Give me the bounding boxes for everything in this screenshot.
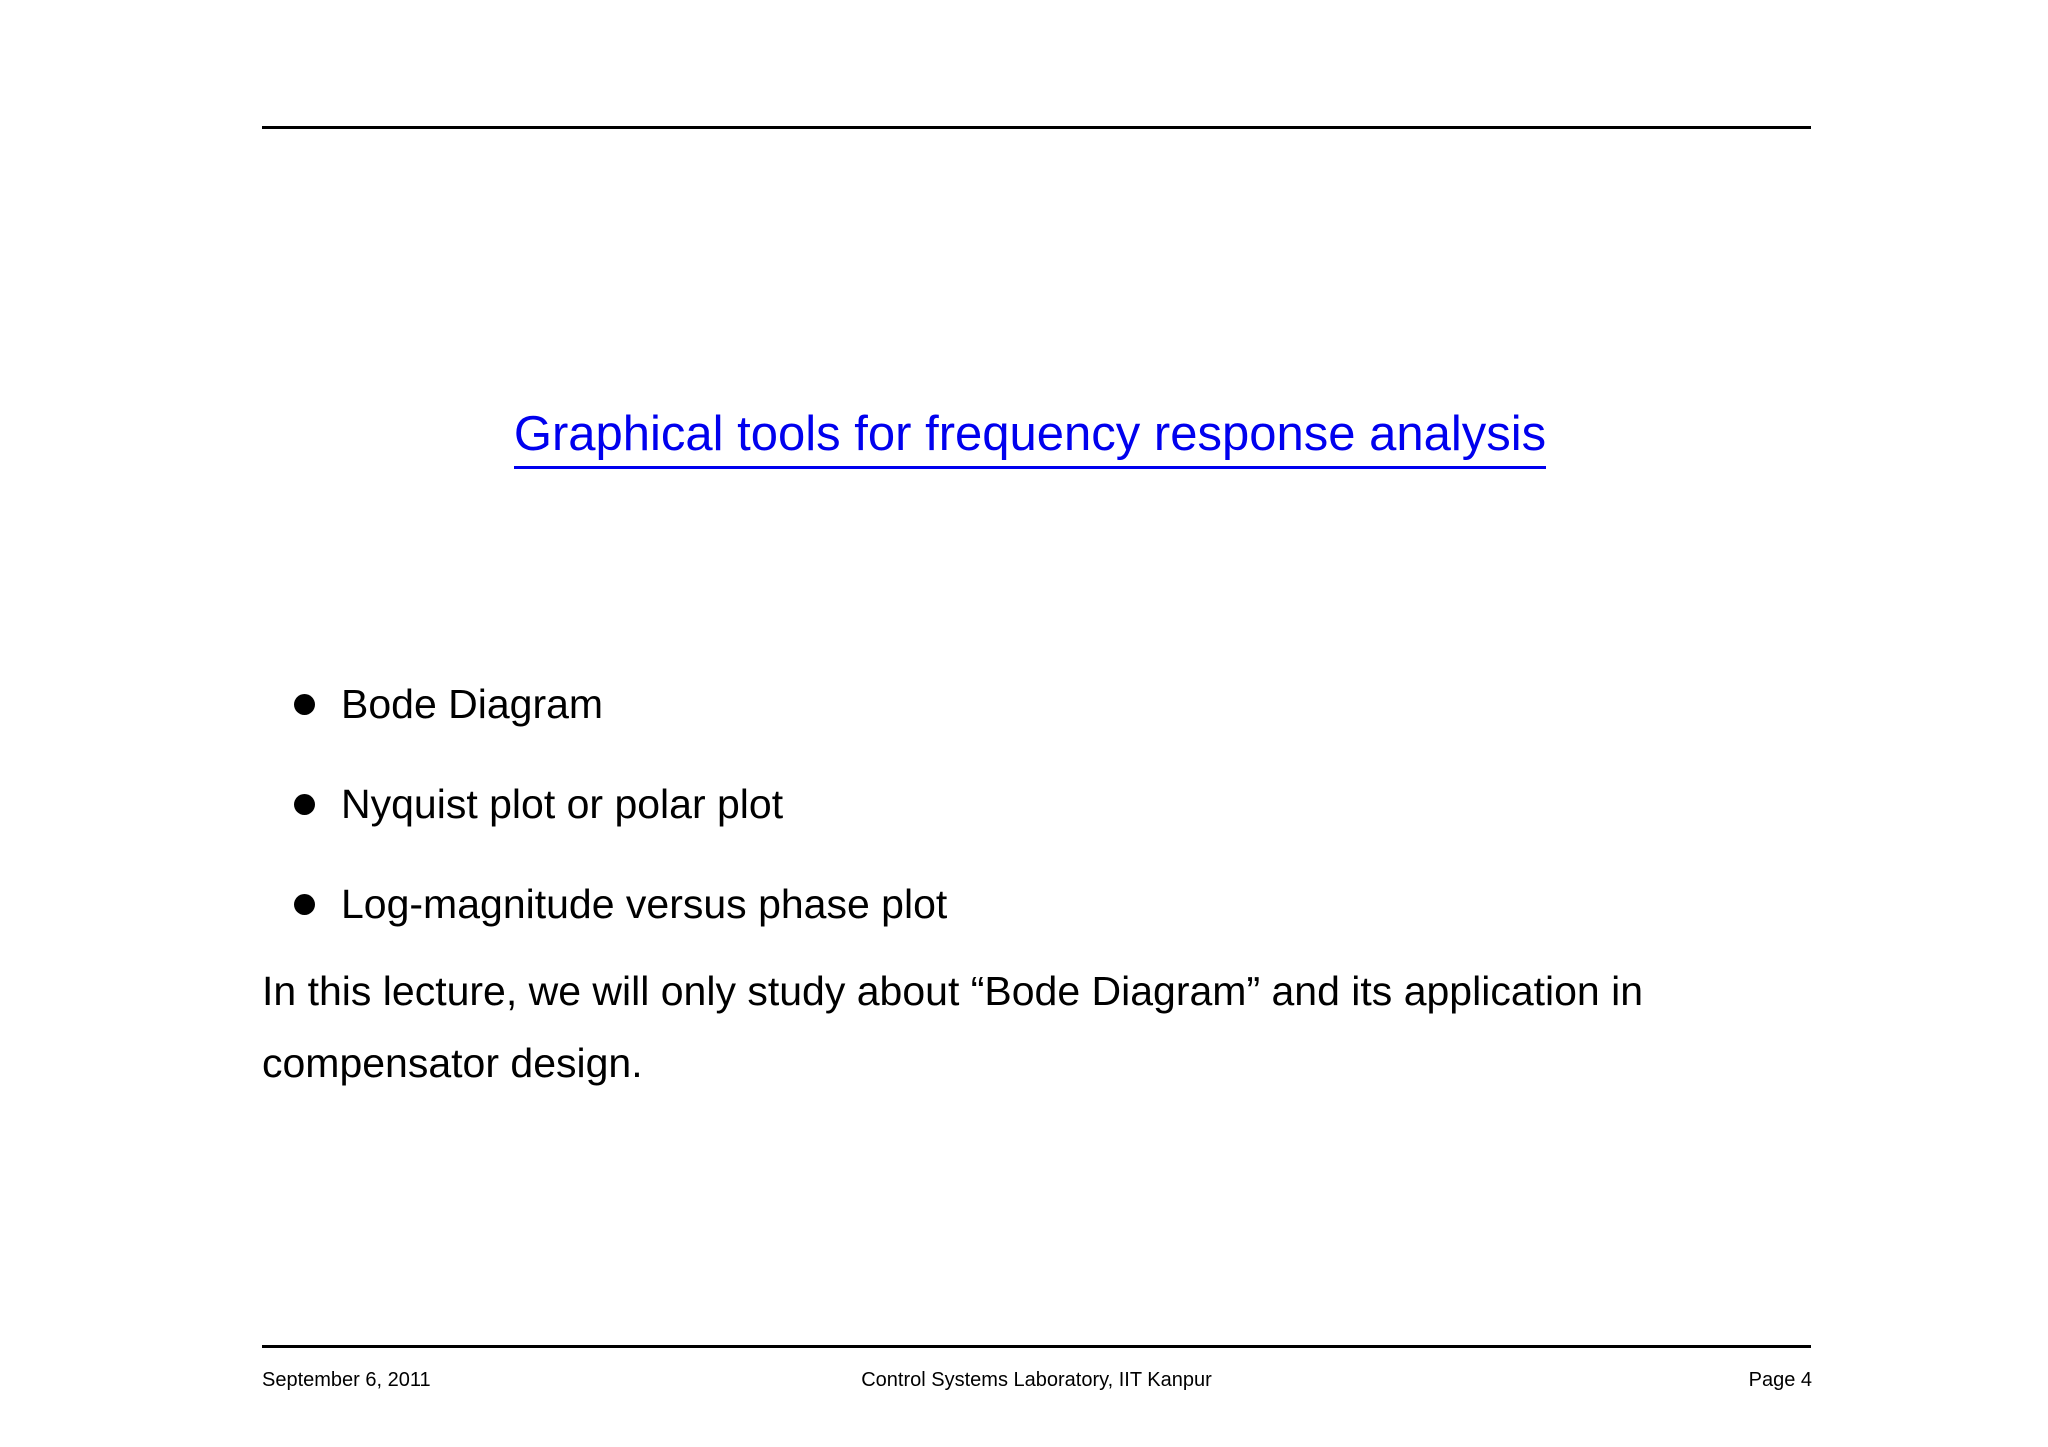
footer-date: September 6, 2011 [262,1369,431,1391]
bullet-label: Log-magnitude versus phase plot [341,880,948,927]
header-rule [262,126,1811,129]
slide-title [0,404,2048,469]
lecture-summary-paragraph: In this lecture, we will only study about “Bode Diagram” and its application in compensator design. [262,968,1644,1086]
bullet-item-nyquist [294,754,947,854]
bullet-icon [294,894,315,915]
slide-title-text: Graphical tools for frequency response analysis [514,405,1546,469]
footer-page-number: Page 4 [1748,1369,1812,1391]
bullet-icon [294,694,315,715]
bullet-label: Nyquist plot or polar plot [341,780,784,827]
bullet-item-log-magnitude [294,854,947,954]
bullet-label: Bode Diagram [341,680,604,727]
footer-organization: Control Systems Laboratory, IIT Kanpur [861,1369,1212,1391]
footer-rule [262,1345,1811,1348]
bullet-item-bode [294,654,947,754]
bullet-icon [294,794,315,815]
bullet-list [294,654,947,954]
